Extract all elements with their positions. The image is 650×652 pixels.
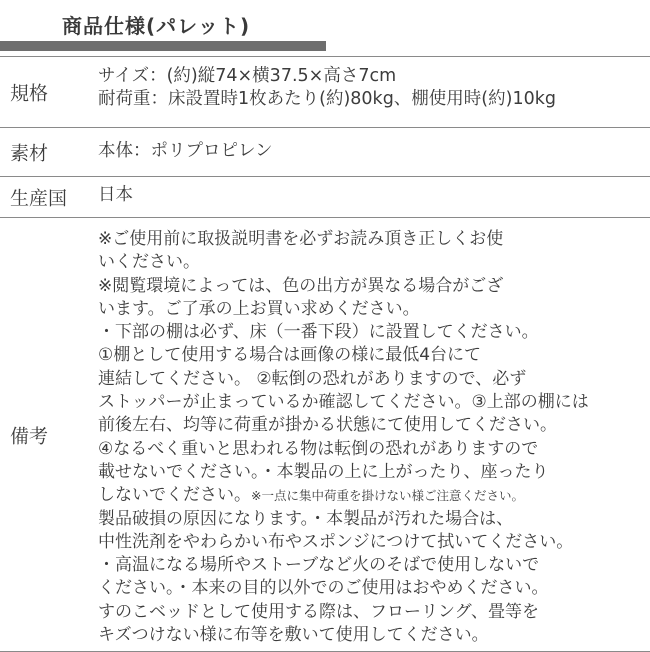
- note-line: すのこベッドとして使用する際は、フローリング、畳等を: [98, 601, 539, 622]
- note-line: ください。・本来の目的以外でのご使用はおやめください。: [98, 578, 549, 599]
- note-line: ※閲覧環境によっては、色の出方が異なる場合がござ: [98, 275, 504, 296]
- spec-value-notes: [98, 218, 650, 647]
- note-line: ※ご使用前に取扱説明書を必ずお読み頂き正しくお使: [98, 229, 504, 249]
- note-line: 中性洗剤をやわらかい布やスポンジにつけて拭いてください。: [98, 531, 574, 552]
- note-line: ・下部の棚は必ず、床（一番下段）に設置してください。: [98, 322, 539, 343]
- page-title: 商品仕様(パレット): [62, 14, 251, 38]
- note-line: ・高温になる場所やストーブなど火のそばで使用しないで: [98, 555, 540, 576]
- note-line: ストッパーが止まっているか確認してください。③上部の棚には: [98, 392, 589, 413]
- spec-value-origin: 日本: [98, 185, 133, 205]
- note-line: いください。: [98, 252, 200, 273]
- load-capacity: 耐荷重：床設置時1枚あたり(約)80kg、棚使用時(約)10kg: [98, 89, 556, 109]
- spec-label-notes: 備考: [10, 425, 49, 447]
- spec-label-size: 規格: [10, 82, 49, 105]
- spec-label-origin: 生産国: [10, 187, 68, 210]
- note-line: 載せないでください。・本製品の上に上がったり、座ったり: [98, 461, 549, 482]
- title-underline-bar: [0, 41, 326, 51]
- spec-value-size: [98, 57, 650, 111]
- note-line: 前後左右、均等に荷重が掛かる状態にて使用してください。: [98, 415, 557, 436]
- spec-table: [0, 56, 650, 652]
- note-text: しないでください。: [98, 485, 251, 506]
- note-line: ①棚として使用する場合は画像の様に最低4台にて: [98, 345, 482, 366]
- spec-header: [0, 0, 650, 56]
- note-line: キズつけない様に布等を敷いて使用してください。: [98, 625, 489, 646]
- spec-value-material: 本体：ポリプロピレン: [98, 141, 273, 161]
- note-line: ④なるべく重いと思われる物は転倒の恐れがありますので: [98, 438, 539, 459]
- note-line: 製品破損の原因になります。・本製品が汚れた場合は、: [98, 508, 514, 529]
- spec-row-size: [0, 56, 650, 127]
- spec-label-material: 素材: [10, 142, 49, 165]
- size-dimensions: サイズ：(約)縦74×横37.5×高さ7cm: [98, 66, 397, 86]
- spec-row-origin: [0, 176, 650, 217]
- small-caution-note: ※一点に集中荷重を掛けない様ご注意ください。: [251, 488, 524, 504]
- spec-row-material: [0, 127, 650, 176]
- note-line: 連結してください。 ②転倒の恐れがありますので、必ず: [98, 368, 527, 389]
- note-line: [98, 484, 650, 507]
- spec-row-notes: [0, 217, 650, 652]
- note-line: います。ご了承の上お買い求めください。: [98, 298, 420, 319]
